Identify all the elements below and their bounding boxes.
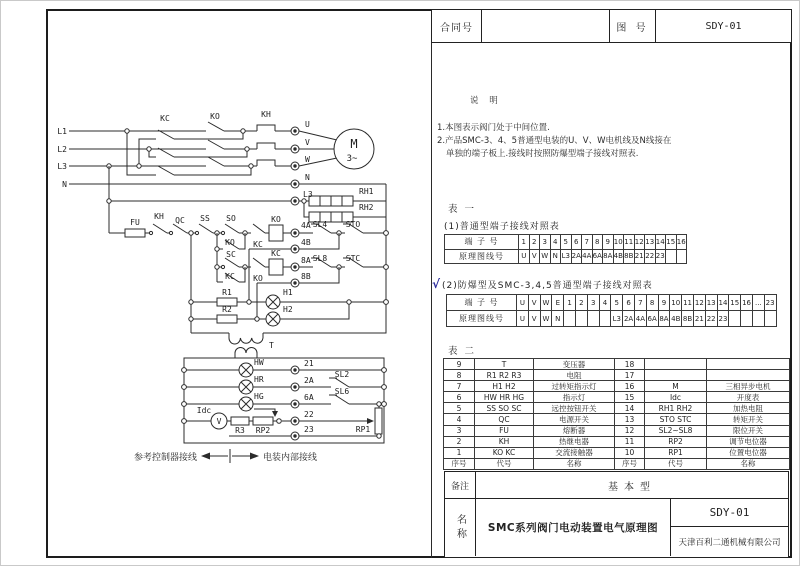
drawing-title: SMC系列阀门电动装置电气原理图 (476, 499, 671, 556)
sc-button-label: SC (226, 250, 236, 259)
terminal-table-cell: 15 (666, 235, 677, 250)
legend-controller-label: 参考控制器接线 (133, 453, 197, 463)
terminal-table-cell: 4 (551, 235, 562, 250)
so-button-label: SO (226, 214, 236, 223)
terminal-table-cell (741, 311, 753, 327)
rh2-label: RH2 (359, 203, 374, 212)
terminal-circle-center (293, 385, 296, 388)
component-table-cell: 序号 (615, 459, 645, 470)
terminal-table-cell: V (529, 295, 541, 311)
component-table-cell: KO KC (475, 448, 534, 459)
component-table-cell: 9 (444, 359, 475, 370)
component-table-cell: 5 (444, 403, 475, 414)
terminal-table-cell: 13 (706, 295, 718, 311)
terminal-2a-label: 2A (304, 376, 314, 385)
component-table-cell: 过转矩指示灯 (534, 381, 615, 392)
component-table-cell (707, 370, 790, 381)
terminal-table-cell: L3 (561, 250, 572, 265)
ko-hold-label: KO (225, 238, 235, 247)
terminal-circle-center (293, 231, 296, 234)
terminal-table-cell: 原理图线号 (447, 311, 517, 327)
terminal-table-cell: E (552, 295, 564, 311)
component-list-table (443, 358, 790, 470)
phase-l2-label: L2 (57, 145, 67, 154)
bottom-title-block (444, 471, 789, 558)
terminal-table-cell: 21 (694, 311, 706, 327)
contract-no-label: 合同号 (432, 10, 482, 42)
terminal-table-cell: 6A (593, 250, 604, 265)
component-table-cell: 开度表 (707, 392, 790, 403)
terminal-table-cell: 3 (540, 235, 551, 250)
component-table-cell: 11 (615, 437, 645, 448)
terminal-table-cell: 8B (624, 250, 635, 265)
component-table-cell: STO STC (645, 414, 707, 425)
terminal-22-label: 22 (304, 410, 314, 419)
drawing-number: SDY-01 (671, 499, 788, 527)
terminal-table-cell: ... (753, 295, 765, 311)
terminal-table-cell: 2A (623, 311, 635, 327)
component-table-cell: 变压器 (534, 359, 615, 370)
component-table-cell: 调节电位器 (707, 437, 790, 448)
note-line-1: 1.本图表示阀门处于中间位置. (437, 123, 550, 133)
component-table-cell: 代号 (475, 459, 534, 470)
terminal-table-cell: N (551, 250, 562, 265)
terminal-l3-label: L3 (303, 190, 313, 199)
notes-block (437, 95, 787, 161)
terminal-table-cell: 2 (576, 295, 588, 311)
component-table-cell: 序号 (444, 459, 475, 470)
remark-value: 基本型 (608, 481, 656, 493)
component-table-cell: 10 (615, 448, 645, 459)
legend-internal-label: 电装内部接线 (263, 453, 318, 463)
component-table-cell: 电源开关 (534, 414, 615, 425)
component-table-cell: 14 (615, 403, 645, 414)
terminal-6a-label: 6A (304, 393, 314, 402)
terminal-table-cell: 7 (635, 295, 647, 311)
terminal-table-cell: 7 (582, 235, 593, 250)
component-table-cell: 位置电位器 (707, 448, 790, 459)
terminal-table-cell: L3 (611, 311, 623, 327)
terminal-u-label: U (305, 120, 310, 129)
component-table-cell: 代号 (645, 459, 707, 470)
explosionproof-terminal-table (446, 294, 777, 327)
terminal-8b-label: 8B (301, 272, 311, 281)
terminal-table-cell: 1 (564, 295, 576, 311)
terminal-table-cell: 4B (670, 311, 682, 327)
phase-l3-label: L3 (57, 162, 67, 171)
terminal-table-cell: 22 (706, 311, 718, 327)
component-table-cell: 6 (444, 392, 475, 403)
terminal-circle-center (293, 147, 296, 150)
terminal-table-cell: N (552, 311, 564, 327)
terminal-table-cell (677, 250, 688, 265)
terminal-table-cell: 9 (603, 235, 614, 250)
h1-lamp-label: H1 (283, 288, 293, 297)
terminal-circle-center (293, 129, 296, 132)
component-table-cell: 2 (444, 437, 475, 448)
hg-lamp-label: HG (254, 392, 264, 401)
component-table-cell: QC (475, 414, 534, 425)
terminal-circle-center (293, 402, 296, 405)
notes-heading: 说 明 (470, 96, 502, 106)
ko-contactor-label: KO (210, 112, 220, 121)
terminal-table-cell: 23 (718, 311, 730, 327)
terminal-circle-center (293, 281, 296, 284)
hr-lamp-label: HR (254, 375, 264, 384)
h2-lamp-label: H2 (283, 305, 293, 314)
ordinary-terminal-table (444, 234, 687, 264)
terminal-circle-center (293, 164, 296, 167)
component-table-cell: 热继电器 (534, 437, 615, 448)
component-table-cell: HW HR HG (475, 392, 534, 403)
r1-label: R1 (222, 288, 232, 297)
rp2-pot-label: RP2 (255, 426, 271, 435)
terminal-table-cell: U (519, 250, 530, 265)
secondary-box (182, 358, 387, 443)
terminal-table-cell: 6A (647, 311, 659, 327)
terminal-circle-center (293, 434, 296, 437)
table-one-caption: 表 一 (448, 204, 477, 215)
component-table-cell: R1 R2 R3 (475, 370, 534, 381)
terminal-table-cell: 8A (603, 250, 614, 265)
terminal-table-cell: 5 (561, 235, 572, 250)
component-table-cell (645, 359, 707, 370)
terminal-table-cell: 11 (682, 295, 694, 311)
terminal-4a-label: 4A (301, 221, 311, 230)
component-table-cell: 15 (615, 392, 645, 403)
terminal-table-cell: 13 (645, 235, 656, 250)
component-table-cell (645, 370, 707, 381)
terminal-table-cell: 8B (682, 311, 694, 327)
component-table-cell: KH (475, 437, 534, 448)
terminal-table-cell: 22 (645, 250, 656, 265)
remark-label: 备注 (445, 472, 476, 498)
component-table-cell: 转矩开关 (707, 414, 790, 425)
terminal-table-cell: 23 (765, 295, 777, 311)
component-table-cell: 7 (444, 381, 475, 392)
component-table-cell: 交流接触器 (534, 448, 615, 459)
terminal-table-cell: V (529, 311, 541, 327)
terminal-table-cell: 4 (600, 295, 612, 311)
company-name: 天津百利二通机械有限公司 (678, 537, 781, 548)
terminal-circle-center (293, 265, 296, 268)
component-table-cell: M (645, 381, 707, 392)
terminal-4b-label: 4B (301, 238, 311, 247)
terminal-table-cell: 3 (588, 295, 600, 311)
terminal-table-cell: 16 (677, 235, 688, 250)
component-table-cell: RH1 RH2 (645, 403, 707, 414)
qc-switch-label: QC (175, 216, 185, 225)
terminal-table-cell: 2A (572, 250, 583, 265)
component-table-cell: 16 (615, 381, 645, 392)
table-one-sub2-line (432, 277, 653, 291)
stc-label: STC (345, 254, 361, 263)
component-table-cell: SS SO SC (475, 403, 534, 414)
kc-contactor-label: KC (160, 114, 170, 123)
check-mark: √ (432, 277, 442, 291)
kh-overload-label: KH (261, 110, 271, 119)
terminal-table-cell: 14 (718, 295, 730, 311)
component-table-cell: Idc (645, 392, 707, 403)
terminal-table-cell (564, 311, 576, 327)
component-table-cell: 3 (444, 426, 475, 437)
terminal-table-cell (588, 311, 600, 327)
sl4-label: SL4 (312, 220, 328, 229)
terminal-table-cell: 6 (572, 235, 583, 250)
terminal-table-cell: 16 (741, 295, 753, 311)
terminal-w-label: W (305, 155, 310, 164)
terminal-table-cell: 9 (659, 295, 671, 311)
terminal-21-label: 21 (304, 359, 314, 368)
component-table-cell (707, 359, 790, 370)
component-table-cell: 三相异步电机 (707, 381, 790, 392)
terminal-circle-center (293, 247, 296, 250)
phase-l1-label: L1 (57, 127, 67, 136)
component-table-cell: 熔断器 (534, 426, 615, 437)
terminal-v-label: V (305, 138, 310, 147)
top-title-block (431, 9, 792, 43)
component-table-cell: H1 H2 (475, 381, 534, 392)
ss-button-label: SS (200, 214, 210, 223)
component-table-cell: 加热电阻 (707, 403, 790, 414)
component-table-cell: RP2 (645, 437, 707, 448)
terminal-table-cell (753, 311, 765, 327)
hw-lamp-label: HW (254, 358, 264, 367)
note-line-3: 单独的端子板上.接线时按照防爆型端子接线对照表. (446, 149, 639, 159)
neutral-label: N (62, 180, 67, 189)
motor-m-label: M (350, 137, 358, 151)
table-two-caption: 表 二 (448, 346, 477, 357)
component-table-cell: SL2~SL8 (645, 426, 707, 437)
terminal-table-cell: 8A (659, 311, 671, 327)
kh-contact-label: KH (154, 212, 164, 221)
heater-section (107, 166, 386, 233)
component-table-cell: FU (475, 426, 534, 437)
component-table-cell: 12 (615, 426, 645, 437)
component-table-cell: 17 (615, 370, 645, 381)
drawing-no-value: SDY-01 (705, 20, 742, 32)
component-table-cell: 18 (615, 359, 645, 370)
component-table-cell: 远控按钮开关 (534, 403, 615, 414)
terminal-table-cell: 原理图线号 (445, 250, 519, 265)
terminal-table-cell: 23 (656, 250, 667, 265)
kc-coil-label: KC (271, 249, 281, 258)
lamp-rungs (189, 288, 389, 326)
component-table-cell: T (475, 359, 534, 370)
terminal-8a-label: 8A (301, 256, 311, 265)
component-table-cell: 13 (615, 414, 645, 425)
terminal-table-cell (576, 311, 588, 327)
terminal-table-cell: U (517, 311, 529, 327)
terminal-table-cell: 6 (623, 295, 635, 311)
kc-interlock-label: KC (253, 240, 263, 249)
terminal-table-cell: 10 (670, 295, 682, 311)
terminal-circle-center (293, 199, 296, 202)
terminal-table-cell: 4A (582, 250, 593, 265)
contract-no-value (482, 10, 610, 42)
r3-label: R3 (235, 426, 245, 435)
ko-interlock-label: KO (253, 274, 263, 283)
terminal-table-cell: 12 (694, 295, 706, 311)
terminal-table-cell: 端 子 号 (445, 235, 519, 250)
component-table-cell: 8 (444, 370, 475, 381)
component-table-cell: RP1 (645, 448, 707, 459)
terminal-table-cell: 5 (611, 295, 623, 311)
motor-symbol (334, 129, 374, 169)
sl2-label: SL2 (334, 370, 350, 379)
ko-coil-label: KO (271, 215, 281, 224)
terminal-circle-center (293, 182, 296, 185)
terminal-table-cell: 1 (519, 235, 530, 250)
voltmeter-label: V (216, 417, 222, 426)
terminal-table-cell: 21 (635, 250, 646, 265)
transformer-symbol (229, 333, 274, 358)
sto-label: STO (345, 220, 361, 229)
terminal-table-cell: 2 (530, 235, 541, 250)
terminal-table-cell: 端 子 号 (447, 295, 517, 311)
kc-hold-label: KC (225, 272, 235, 281)
sl8-label: SL8 (312, 254, 328, 263)
rh1-label: RH1 (359, 187, 374, 196)
terminal-table-cell: 4A (635, 311, 647, 327)
terminal-table-cell: V (530, 250, 541, 265)
terminal-table-cell: 15 (729, 295, 741, 311)
component-table-cell: 指示灯 (534, 392, 615, 403)
table-one-sub2: (2)防爆型及SMC-3,4,5普通型端子接线对照表 (442, 281, 653, 291)
component-table-cell: 限位开关 (707, 426, 790, 437)
terminal-table-cell: W (540, 250, 551, 265)
component-table-cell: 电阻 (534, 370, 615, 381)
drawing-no-label: 图 号 (610, 10, 656, 42)
terminal-table-cell: 8 (647, 295, 659, 311)
motor-phase-label: 3~ (346, 154, 358, 164)
component-table-cell: 名称 (534, 459, 615, 470)
terminal-table-cell: U (517, 295, 529, 311)
rp1-pot-label: RP1 (355, 425, 371, 434)
terminal-n-label: N (305, 173, 310, 182)
r2-label: R2 (222, 305, 232, 314)
terminal-table-cell (765, 311, 777, 327)
terminal-table-cell: W (541, 311, 553, 327)
terminal-23-label: 23 (304, 425, 314, 434)
terminal-table-cell (729, 311, 741, 327)
terminal-table-cell: 12 (635, 235, 646, 250)
transformer-label: T (269, 341, 274, 350)
terminal-circle-center (293, 368, 296, 371)
terminal-table-cell: 4B (614, 250, 625, 265)
terminal-table-cell: W (541, 295, 553, 311)
table-one-sub1: (1)普通型端子接线对照表 (444, 222, 560, 232)
note-line-2: 2.产品SMC-3、4、5普通型电装的U、V、W电机线及N线接在 (437, 136, 672, 146)
terminal-table-cell: 11 (624, 235, 635, 250)
terminal-circle-center (293, 419, 296, 422)
name-label: 名称 (445, 499, 476, 556)
component-table-cell: 名称 (707, 459, 790, 470)
idc-meter-label: Idc (196, 406, 212, 415)
component-table-cell: 1 (444, 448, 475, 459)
fuse-label: FU (130, 218, 140, 227)
terminal-table-cell: 8 (593, 235, 604, 250)
sl6-label: SL6 (334, 387, 350, 396)
component-table-cell: 4 (444, 414, 475, 425)
wiring-legend (134, 449, 317, 463)
terminal-table-cell (600, 311, 612, 327)
terminal-table-cell: 14 (656, 235, 667, 250)
terminal-table-cell: 10 (614, 235, 625, 250)
terminal-table-cell (666, 250, 677, 265)
